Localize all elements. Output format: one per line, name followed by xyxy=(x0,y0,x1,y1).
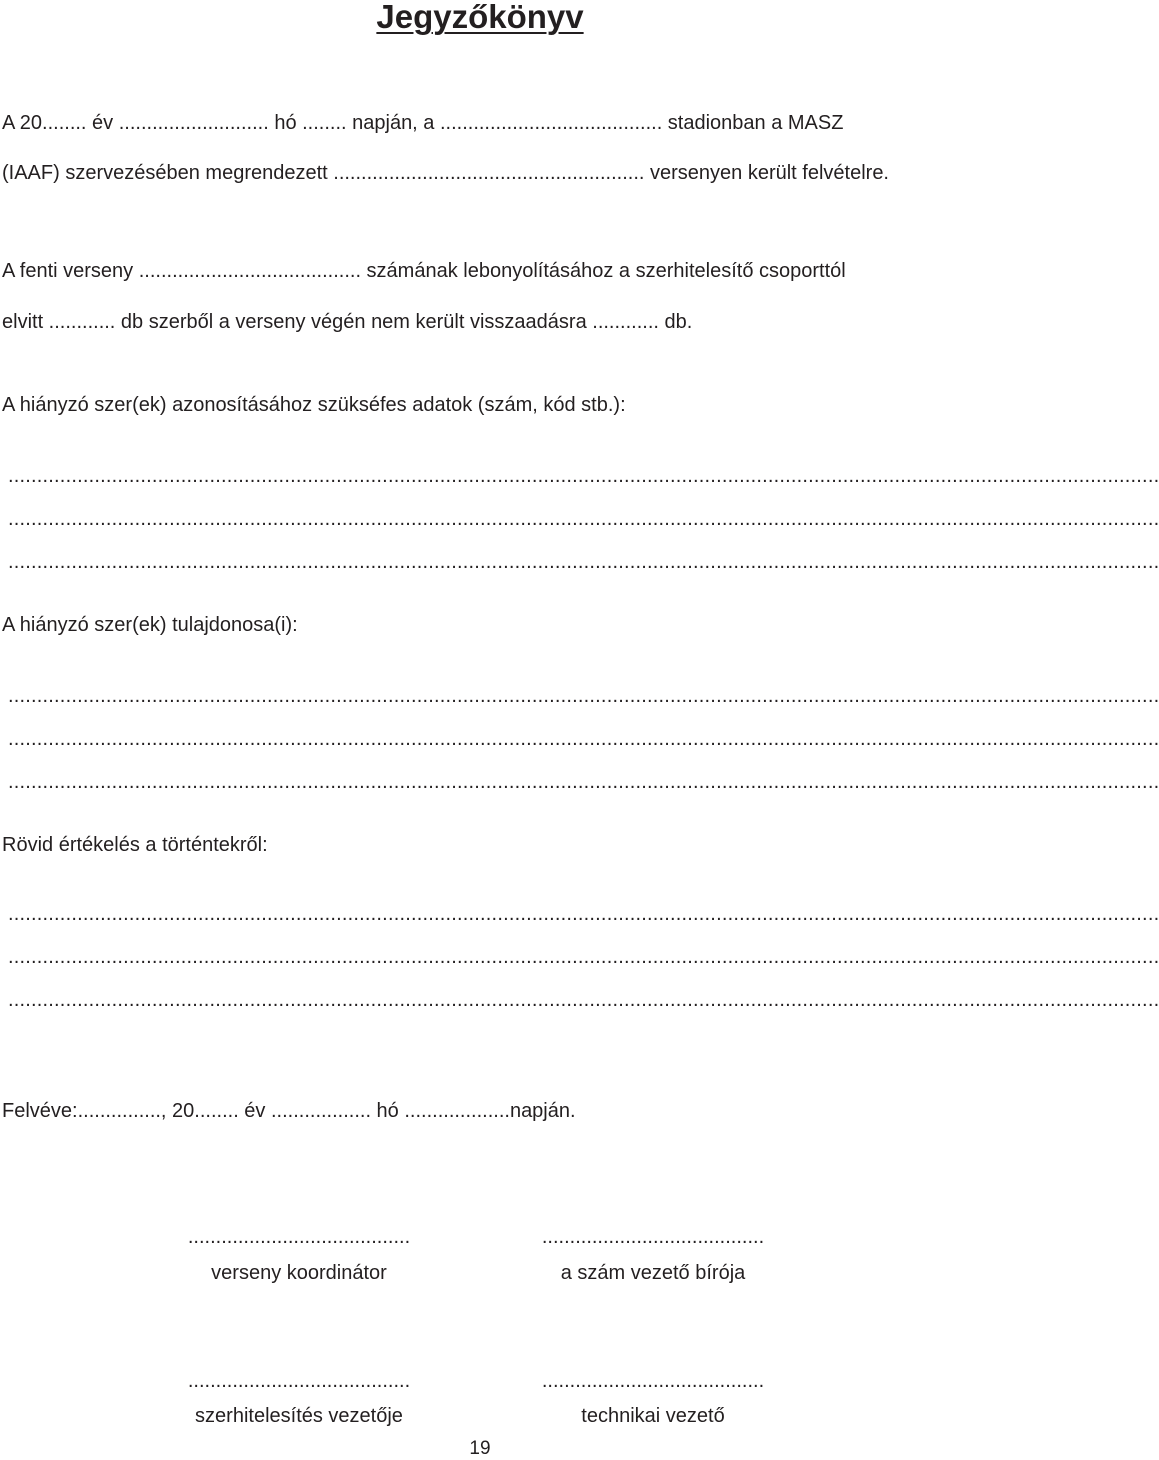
missing-equipment-line-1: A fenti verseny ........................................ számának lebonyolításához a szerhitelesítő csoporttól xyxy=(2,260,846,282)
signature-line-certification[interactable]: ........................................ xyxy=(187,1370,411,1392)
owner-fill-line[interactable]: ........................................................................................................................................................................................................ xyxy=(8,685,1159,707)
signature-role-coordinator: verseny koordinátor xyxy=(211,1262,387,1284)
signature-line-coordinator[interactable]: ........................................ xyxy=(187,1226,411,1248)
identify-fill-line[interactable]: ........................................................................................................................................................................................................ xyxy=(8,551,1159,573)
owner-fill-line[interactable]: ........................................................................................................................................................................................................ xyxy=(8,728,1159,750)
signature-role-technical: technikai vezető xyxy=(581,1405,725,1427)
missing-equipment-line-2: elvitt ............ db szerből a verseny végén nem került visszaadásra ............ db. xyxy=(2,311,693,333)
identify-fill-line[interactable]: ........................................................................................................................................................................................................ xyxy=(8,508,1159,530)
recorded-date-line: Felvéve:..............., 20........ év .................. hó ...................napján. xyxy=(2,1100,576,1122)
owner-fill-line[interactable]: ........................................................................................................................................................................................................ xyxy=(8,771,1159,793)
evaluation-fill-line[interactable]: ........................................................................................................................................................................................................ xyxy=(8,903,1159,925)
signature-line-judge[interactable]: ........................................ xyxy=(541,1226,765,1248)
identify-fill-line[interactable]: ........................................................................................................................................................................................................ xyxy=(8,465,1159,487)
evaluation-fill-line[interactable]: ........................................................................................................................................................................................................ xyxy=(8,946,1159,968)
owner-label: A hiányzó szer(ek) tulajdonosa(i): xyxy=(2,614,298,636)
signature-line-technical[interactable]: ........................................ xyxy=(541,1370,765,1392)
document-title: Jegyzőkönyv xyxy=(376,0,584,35)
identify-label: A hiányzó szer(ek) azonosításához szükséfes adatok (szám, kód stb.): xyxy=(2,394,626,416)
intro-line-2: (IAAF) szervezésében megrendezett ........................................................ versenyen került felvételre. xyxy=(2,162,889,184)
evaluation-fill-line[interactable]: ........................................................................................................................................................................................................ xyxy=(8,989,1159,1011)
evaluation-label: Rövid értékelés a történtekről: xyxy=(2,834,268,856)
page-number: 19 xyxy=(469,1438,491,1459)
signature-role-judge: a szám vezető bírója xyxy=(560,1262,746,1284)
intro-line-1: A 20........ év ........................... hó ........ napján, a ........................................ stadionban a MASZ xyxy=(2,112,844,134)
signature-role-certification: szerhitelesítés vezetője xyxy=(195,1405,403,1427)
